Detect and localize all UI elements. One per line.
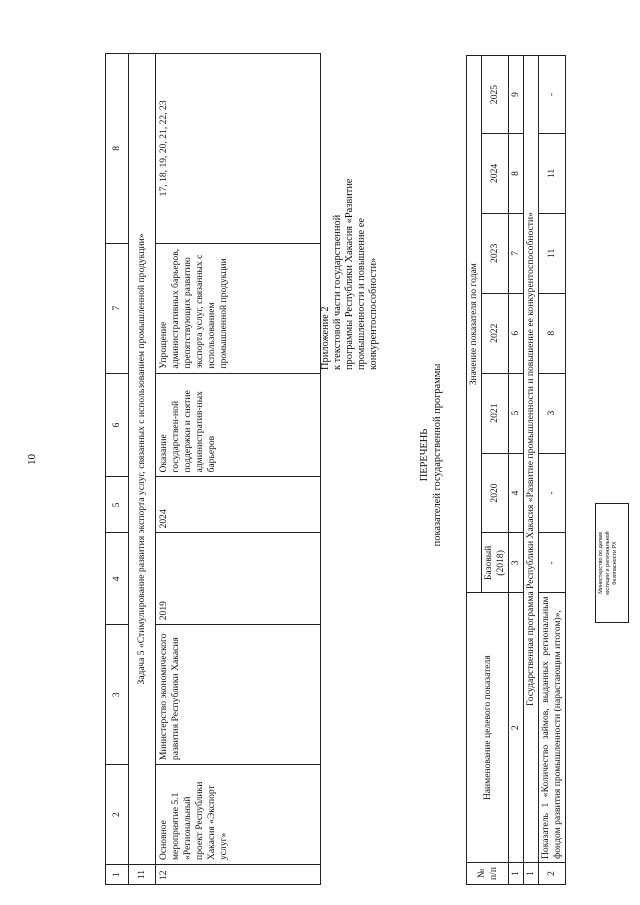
row-number: 12 (156, 865, 321, 885)
section-number: 11 (129, 865, 156, 885)
col-number: 7 (106, 243, 129, 373)
executor-cell: Министерство экономического развития Республики Хакасия (156, 625, 321, 765)
appendix-text: к текстовой части государственной программы Республики Хакасия «Развитие промышленности и повышение ее конкурентоспособности» (332, 178, 379, 370)
header-year: 2023 (482, 213, 509, 293)
col-number: 8 (106, 54, 129, 244)
list-title: ПЕРЕЧЕНЬ (419, 428, 430, 482)
header-values: Значение показателя по годам (467, 56, 482, 593)
col-number: 6 (106, 373, 129, 477)
value-cell: 11 (539, 133, 566, 213)
table-row (509, 56, 524, 885)
header-year: 2024 (482, 133, 509, 213)
page-number: 10 (26, 454, 38, 465)
indicators-cell: 17, 18, 19, 20, 21, 22, 23 (156, 54, 321, 244)
indicator-name: Показатель 1 «Количество займов, выданных региональным фондом развития промышленности (нарастающим итогом)», (539, 593, 566, 863)
table-row (467, 56, 482, 885)
measures-table (105, 53, 321, 885)
table-row (156, 54, 321, 885)
value-cell: - (539, 453, 566, 533)
col-number: 8 (509, 133, 524, 213)
value-cell: 11 (539, 213, 566, 293)
result-cell: Оказание государствен-ной поддержки и снятие административ-ных барьеров (156, 373, 321, 477)
col-number: 5 (509, 373, 524, 453)
value-cell: - (539, 533, 566, 593)
col-number: 1 (106, 865, 129, 885)
row-number: 1 (524, 863, 539, 885)
value-cell: 8 (539, 293, 566, 373)
table-row (129, 54, 156, 885)
value-cell: 3 (539, 373, 566, 453)
header-name: Наименование целевого показателя (467, 593, 509, 863)
table-row (539, 56, 566, 885)
appendix-title: Приложение 2 (320, 306, 331, 370)
stamp-line: юстиции и региональной (605, 531, 611, 595)
measure-cell: Основное мероприятие 5.1 «Региональный проект Республики Хакасия «Экспорт услуг» (156, 765, 321, 865)
header-num: № п/п (467, 863, 509, 885)
end-year-cell: 2024 (156, 477, 321, 533)
col-number: 4 (106, 533, 129, 625)
start-year-cell: 2019 (156, 533, 321, 625)
header-year: 2021 (482, 373, 509, 453)
header-year: 2022 (482, 293, 509, 373)
table-row (524, 56, 539, 885)
col-number: 2 (106, 765, 129, 865)
col-number: 6 (509, 293, 524, 373)
header-base: Базовый (2018) (482, 533, 509, 593)
row-number: 2 (539, 863, 566, 885)
header-year: 2025 (482, 56, 509, 134)
list-heading (418, 335, 444, 575)
col-number: 4 (509, 453, 524, 533)
section-title: Задача 5 «Стимулирование развития экспорта услуг, связанных с использованием промышленной продукции» (129, 54, 156, 865)
value-cell: - (539, 56, 566, 134)
registration-stamp (595, 503, 629, 623)
header-year: 2020 (482, 453, 509, 533)
program-title: Государственная программа Республики Хакасия «Развитие промышленности и повышение ее конкурентоспособности» (524, 56, 539, 863)
list-subtitle: показателей государственной программы (432, 363, 443, 547)
stamp-line: безопасности РХ (612, 541, 618, 585)
table-row (106, 54, 129, 885)
indicators-table (466, 55, 566, 885)
stamp-line: Министерство по делам (598, 532, 604, 594)
col-number: 3 (106, 625, 129, 765)
col-number: 7 (509, 213, 524, 293)
col-number: 2 (509, 593, 524, 863)
col-number: 1 (509, 863, 524, 885)
col-number: 9 (509, 56, 524, 134)
appendix-note (320, 175, 380, 370)
col-number: 5 (106, 477, 129, 533)
effect-cell: Упрощение административных барьеров, препятствующих развитию экспорта услуг, связанных с использованием промышленной продукции (156, 243, 321, 373)
col-number: 3 (509, 533, 524, 593)
